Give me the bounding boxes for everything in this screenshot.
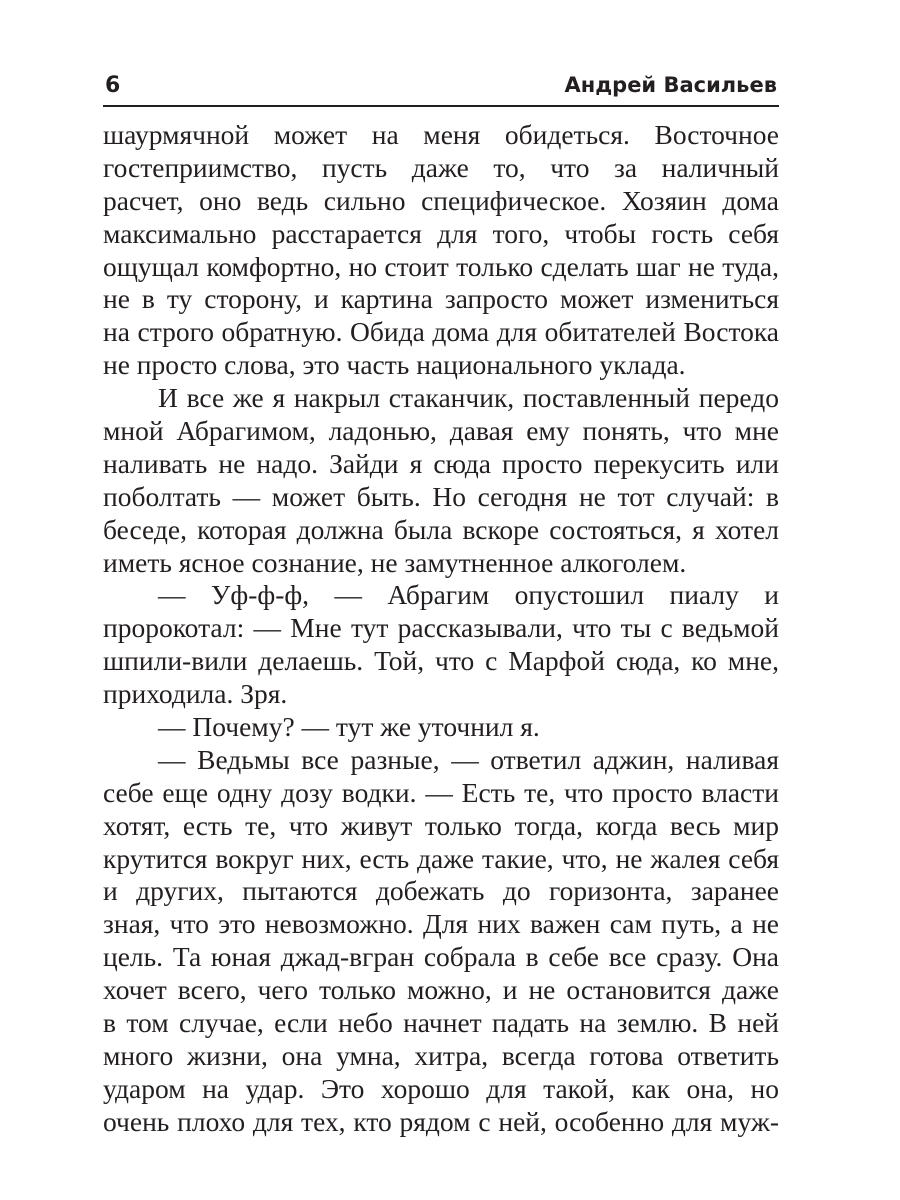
- text-line: и других, пытаются добежать до горизонта, заранее: [103, 875, 779, 907]
- text-line: ударом на удар. Это хорошо для такой, как она, но: [103, 1072, 779, 1104]
- text-line: поболтать — может быть. Но сегодня не тот случай: в: [103, 480, 779, 512]
- text-line: гостеприимство, пусть даже то, что за наличный: [103, 151, 779, 183]
- text-line: мной Абрагимом, ладонью, давая ему понять, что мне: [103, 415, 779, 447]
- running-title: Андрей Васильев: [564, 73, 777, 97]
- text-line: максимально расстарается для того, чтобы гость себя: [103, 217, 779, 249]
- text-line: шаурмячной может на меня обидеться. Восточное: [103, 119, 779, 150]
- text-line: на строго обратную. Обида дома для обитателей Востока: [103, 316, 779, 348]
- text-line: пророкотал: — Мне тут рассказывали, что ты с ведьмой: [103, 612, 779, 644]
- text-line: много жизни, она умна, хитра, всегда готова ответить: [103, 1039, 779, 1071]
- text-line: И все же я накрыл стаканчик, поставленный передо: [158, 382, 779, 414]
- running-header: [103, 71, 779, 107]
- text-line: не просто слова, это часть национального уклада.: [103, 349, 686, 381]
- text-line: иметь ясное сознание, не замутненное алкоголем.: [103, 546, 687, 578]
- text-line: крутится вокруг них, есть даже такие, что, не жалея себя: [103, 842, 779, 874]
- text-line: приходила. Зря.: [103, 678, 288, 710]
- text-line: зная, что это невозможно. Для них важен сам путь, а не: [103, 908, 779, 940]
- text-line: беседе, которая должна была вскоре состояться, я хотел: [103, 513, 779, 545]
- page-number: 6: [105, 73, 121, 98]
- text-line: расчет, оно ведь сильно специфическое. Хозяин дома: [103, 184, 779, 216]
- text-line: — Уф-ф-ф, — Абрагим опустошил пиалу и: [158, 579, 779, 611]
- text-line: хочет всего, чего только можно, и не остановится даже: [103, 974, 779, 1006]
- text-line: себе еще одну дозу водки. — Есть те, что просто власти: [103, 776, 779, 808]
- text-line: цель. Та юная джад-вгран собрала в себе все сразу. Она: [103, 941, 779, 973]
- body-text: [103, 119, 779, 1139]
- text-line: — Почему? — тут же уточнил я.: [158, 711, 540, 743]
- text-line: хотят, есть те, что живут только тогда, когда весь мир: [103, 809, 779, 841]
- text-line: в том случае, если небо начнет падать на землю. В ней: [103, 1007, 779, 1039]
- text-line: наливать не надо. Зайди я сюда просто перекусить или: [103, 447, 779, 479]
- text-line: не в ту сторону, и картина запросто может измениться: [103, 283, 779, 315]
- text-line: очень плохо для тех, кто рядом с ней, особенно для муж-: [103, 1105, 779, 1137]
- text-line: ощущал комфортно, но стоит только сделать шаг не туда,: [103, 250, 779, 282]
- text-line: шпили-вили делаешь. Той, что с Марфой сюда, ко мне,: [103, 645, 779, 677]
- text-line: — Ведьмы все разные, — ответил аджин, наливая: [158, 743, 779, 775]
